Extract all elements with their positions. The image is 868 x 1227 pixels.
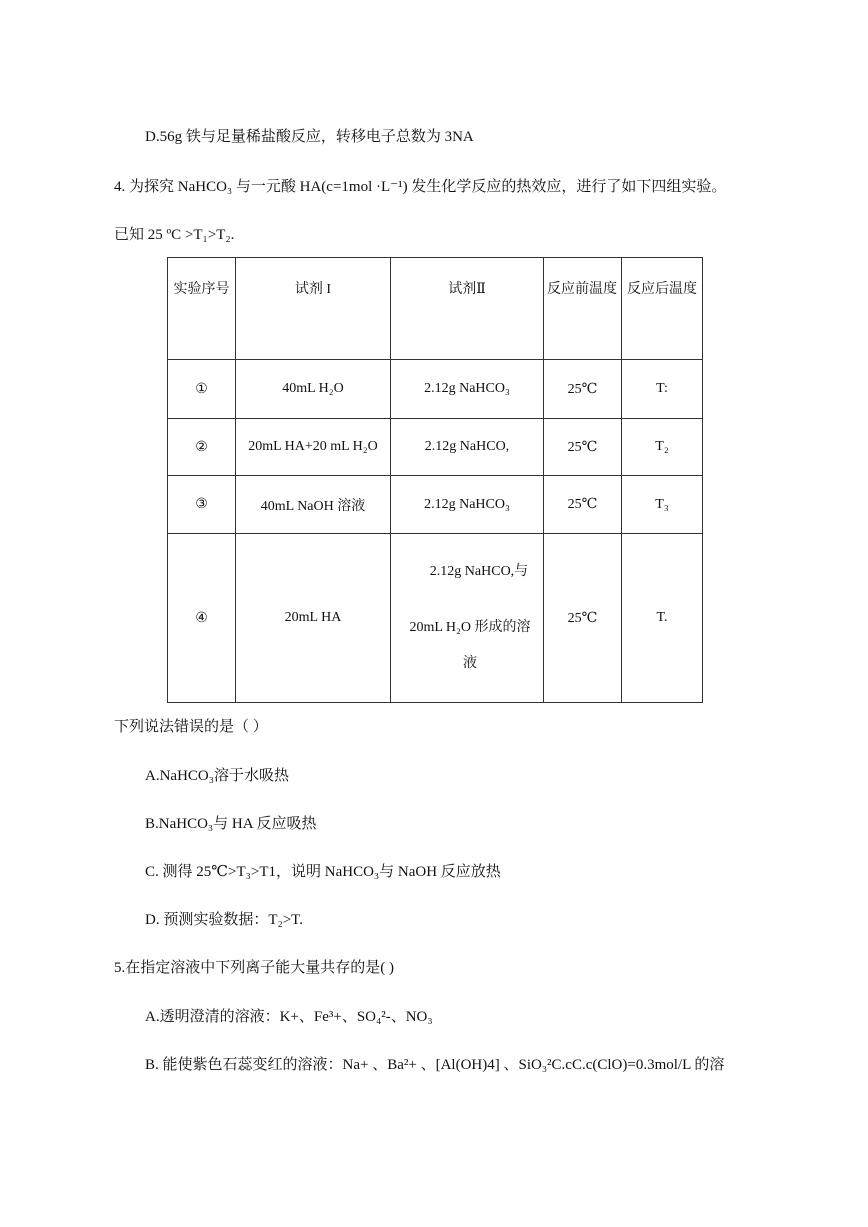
cell-no: ③ (168, 476, 236, 534)
header-experiment-no: 实验序号 (168, 258, 236, 360)
header-reagent-2: 试剂Ⅱ (391, 258, 544, 360)
cell-reagent-2-line: 液 (463, 656, 477, 671)
question-5-stem: 5.在指定溶液中下列离子能大量共存的是( ) (114, 960, 394, 976)
header-temp-before: 反应前温度 (544, 258, 622, 360)
cell-temp-before: 25℃ (544, 360, 622, 419)
cell-temp-before: 25℃ (544, 534, 622, 703)
cell-reagent-2: 2.12g NaHCO₃ (391, 360, 544, 419)
table-row (168, 419, 703, 476)
cell-reagent-1: 40mL NaOH 溶液 (236, 476, 391, 534)
option-a-text: A.NaHCO₃溶于水吸热 (145, 768, 289, 784)
option-d-text: D.56g 铁与足量稀盐酸反应，转移电子总数为 3NA (145, 129, 474, 145)
cell-temp-after: T: (622, 360, 703, 419)
q5-option-b-text: B. 能使紫色石蕊变红的溶液：Na+ 、Ba²+ 、[Al(OH)4] 、SiO₃²C.cC.c(ClO)=0.3mol/L 的溶 (145, 1057, 725, 1073)
experiment-table (167, 257, 703, 703)
option-b-text: B.NaHCO₃与 HA 反应吸热 (145, 816, 317, 832)
cell-reagent-1: 20mL HA (236, 534, 391, 703)
option-c-text: C. 测得 25℃>T₃>T1，说明 NaHCO₃与 NaOH 反应放热 (145, 864, 501, 880)
cell-no: ② (168, 419, 236, 476)
cell-reagent-1: 20mL HA+20 mL H₂O (236, 419, 391, 476)
cell-temp-after: T₂ (622, 419, 703, 476)
table-header-row (168, 258, 703, 360)
cell-reagent-2: 2.12g NaHCO₃ (391, 476, 544, 534)
q5-option-a-text: A.透明澄清的溶液：K+、Fe³+、SO₄²-、NO₃ (145, 1009, 433, 1025)
question-4-known-condition: 已知 25 ºC >T₁>T₂. (114, 227, 235, 243)
header-reagent-1: 试剂 I (236, 258, 391, 360)
table-row (168, 360, 703, 419)
cell-temp-before: 25℃ (544, 476, 622, 534)
cell-reagent-2-line: 2.12g NaHCO,与 (429, 564, 529, 579)
question-4-stem: 4. 为探究 NaHCO₃ 与一元酸 HA(c=1mol ·L⁻¹) 发生化学反应的热效应，进行了如下四组实验。 (114, 179, 727, 195)
cell-reagent-1: 40mL H₂O (236, 360, 391, 419)
option-d-text: D. 预测实验数据：T₂>T. (145, 912, 303, 928)
cell-reagent-2 (391, 534, 544, 703)
cell-temp-before: 25℃ (544, 419, 622, 476)
question-4-prompt: 下列说法错误的是（ ） (114, 719, 268, 735)
header-temp-after: 反应后温度 (622, 258, 703, 360)
cell-no: ④ (168, 534, 236, 703)
cell-reagent-2: 2.12g NaHCO, (391, 419, 544, 476)
cell-no: ① (168, 360, 236, 419)
table-row (168, 534, 703, 703)
cell-reagent-2-line: 20mL H₂O 形成的溶 (409, 620, 531, 635)
table-row (168, 476, 703, 534)
cell-temp-after: T. (622, 534, 703, 703)
cell-temp-after: T₃ (622, 476, 703, 534)
